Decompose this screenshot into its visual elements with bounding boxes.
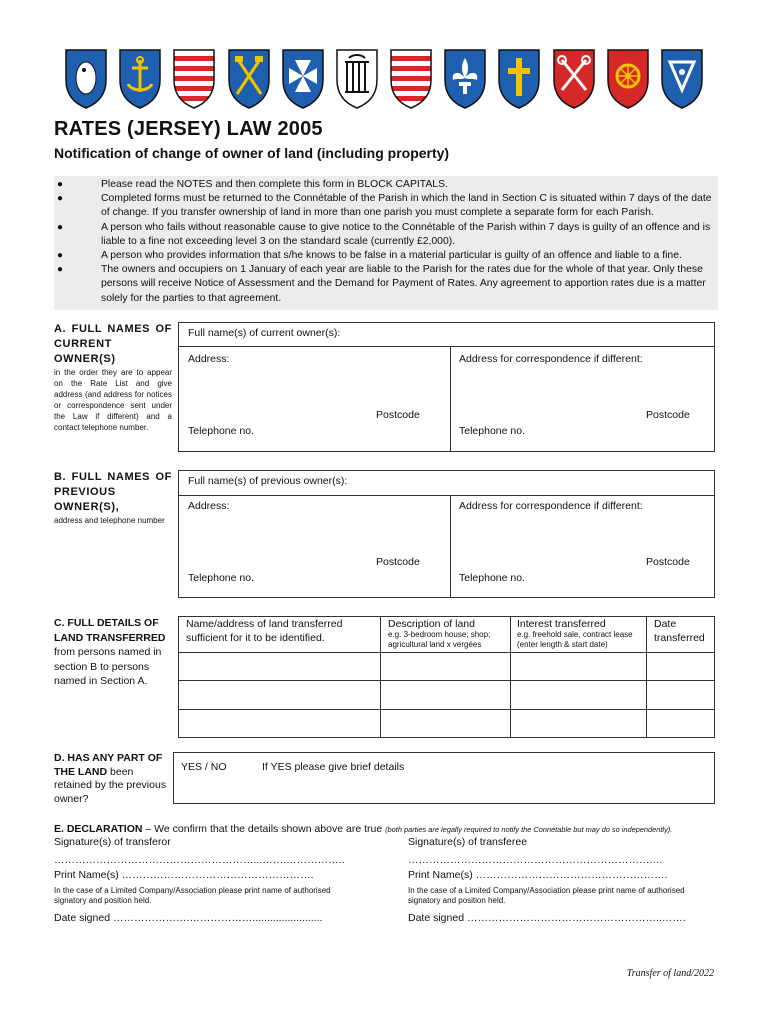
previous-owner-names-field[interactable]: Full name(s) of previous owner(s): bbox=[188, 475, 348, 487]
previous-owner-corr-telephone-field[interactable]: Telephone no. bbox=[459, 572, 525, 584]
transferor-signature-label: Signature(s) of transferor bbox=[54, 836, 171, 848]
column-header-interest: Interest transferred e.g. freehold sale, contract lease (enter length & start date) bbox=[517, 618, 645, 650]
column-header-land: Name/address of land transferred sufficient for it to be identified. bbox=[186, 618, 343, 644]
list-item: ● Please read the NOTES and then complete this form in BLOCK CAPITALS. bbox=[54, 178, 718, 192]
grille-crest-icon bbox=[335, 48, 379, 110]
transferor-company-note: In the case of a Limited Company/Association please print name of authorised signatory and position held. bbox=[54, 886, 331, 905]
section-b-label: B. FULL NAMES OF PREVIOUS OWNER(S), bbox=[54, 471, 172, 513]
section-d-label-block bbox=[54, 752, 172, 806]
section-c-label-block bbox=[54, 616, 172, 689]
current-owner-corr-postcode-field[interactable]: Postcode bbox=[646, 409, 690, 421]
current-owner-names-field[interactable]: Full name(s) of current owner(s): bbox=[188, 327, 341, 339]
fish-crest-icon bbox=[64, 48, 108, 110]
list-item: ● The owners and occupiers on 1 January of each year are liable to the Parish for the rates due for the whole of that year. Only these persons will receive Notice of Assessment and the Demand for Payment of Rates. Any agreement to apportion rates due is a matter solely for the parties to that agreement. bbox=[57, 264, 706, 304]
declaration-line bbox=[54, 823, 672, 835]
column-header-description: Description of land e.g. 3-bedroom house; shop; agricultural land x vergées bbox=[388, 618, 508, 650]
bullet-icon: ● bbox=[57, 221, 64, 233]
transferor-date-field[interactable]: Date signed ………………….………………........................ bbox=[54, 912, 323, 924]
column-header-date: Date transferred bbox=[654, 618, 705, 644]
declaration-label: E. DECLARATION bbox=[54, 823, 143, 835]
fleur-de-lis-crest-icon bbox=[443, 48, 487, 110]
transferee-company-note: In the case of a Limited Company/Association please print name of authorised signatory and position held. bbox=[408, 886, 685, 905]
previous-owner-address-field[interactable]: Address: bbox=[188, 500, 230, 512]
section-d-label-rest: been retained by the previous owner? bbox=[54, 765, 167, 805]
axes-crest-icon bbox=[227, 48, 271, 110]
anchor-crest-icon bbox=[118, 48, 162, 110]
current-owner-address-field[interactable]: Address: bbox=[188, 353, 230, 365]
bullet-icon: ● bbox=[57, 193, 64, 205]
table-row[interactable] bbox=[179, 710, 714, 737]
section-c-note: from persons named in section B to persons named in Section A. bbox=[54, 646, 162, 687]
previous-owner-postcode-field[interactable]: Postcode bbox=[376, 556, 420, 568]
maltese-cross-crest-icon bbox=[281, 48, 325, 110]
triangle-crest-icon bbox=[660, 48, 704, 110]
footer-reference: Transfer of land/2022 bbox=[626, 968, 714, 979]
section-b-box bbox=[178, 470, 715, 598]
current-owner-telephone-field[interactable]: Telephone no. bbox=[188, 425, 254, 437]
transferee-print-name-field[interactable]: Print Name(s) ………………………………………………. bbox=[408, 869, 668, 881]
bullet-icon: ● bbox=[57, 264, 64, 276]
parish-crests bbox=[64, 48, 704, 110]
declaration-note: (both parties are legally required to notify the Connétable but may do so independently). bbox=[385, 825, 673, 834]
section-d-box bbox=[173, 752, 715, 804]
interest-note: e.g. freehold sale, contract lease (enter length & start date) bbox=[517, 630, 633, 649]
transferee-date-field[interactable]: Date signed ………………………………………………..……. bbox=[408, 912, 686, 924]
list-item: ● A person who provides information that s/he knows to be false in a material particular is guilty of an offence and liable to a fine. bbox=[54, 249, 718, 263]
stripes-crest-icon bbox=[172, 48, 216, 110]
current-owner-corr-telephone-field[interactable]: Telephone no. bbox=[459, 425, 525, 437]
previous-owner-corr-postcode-field[interactable]: Postcode bbox=[646, 556, 690, 568]
section-a-box bbox=[178, 322, 715, 452]
section-a-note: in the order they are to appear on the Rate List and give address (and address for notices or correspondence sent under the Law if different) and a contact telephone number. bbox=[54, 368, 172, 432]
section-c-label: C. FULL DETAILS OF LAND TRANSFERRED bbox=[54, 617, 166, 644]
transferee-signature-label: Signature(s) of transferee bbox=[408, 836, 528, 848]
wheel-crest-icon bbox=[606, 48, 650, 110]
previous-owner-telephone-field[interactable]: Telephone no. bbox=[188, 572, 254, 584]
section-a-label: A. FULL NAMES OF CURRENT OWNER(S) bbox=[54, 323, 172, 365]
previous-owner-corr-address-field[interactable]: Address for correspondence if different: bbox=[459, 500, 643, 512]
section-b-label-block bbox=[54, 470, 172, 526]
list-item: ● A person who fails without reasonable cause to give notice to the Connétable of the Parish within 7 days is guilty of an offence and is liable to a fine not exceeding level 3 on the standard scale (currently £2,000). bbox=[57, 221, 711, 247]
transferee-signature-field[interactable]: …………………………………………………………….… bbox=[408, 854, 663, 866]
bullet-icon: ● bbox=[57, 250, 64, 262]
page-subtitle: Notification of change of owner of land (including property) bbox=[54, 145, 450, 161]
current-owner-postcode-field[interactable]: Postcode bbox=[376, 409, 420, 421]
section-d-label: D. HAS ANY PART OF THE LAND bbox=[54, 752, 163, 778]
section-b-note: address and telephone number bbox=[54, 516, 165, 525]
description-note: e.g. 3-bedroom house; shop; agricultural land x vergées bbox=[388, 630, 491, 649]
current-owner-corr-address-field[interactable]: Address for correspondence if different: bbox=[459, 353, 643, 365]
stripes-crest-icon bbox=[389, 48, 433, 110]
yes-no-field[interactable]: YES / NO bbox=[181, 761, 227, 773]
notes-list bbox=[54, 176, 718, 310]
keys-crest-icon bbox=[552, 48, 596, 110]
transferor-signature-field[interactable]: …………………………………………………...…….…………….. bbox=[54, 854, 345, 866]
list-item: ● Completed forms must be returned to the Connétable of the Parish in which the land in Section C is situated within 7 days of the date of change. If you transfer ownership of land in more than one parish you must complete a separate form for each Parish. bbox=[57, 193, 712, 219]
table-row[interactable] bbox=[179, 653, 714, 680]
section-a-label-block bbox=[54, 322, 172, 433]
transferor-print-name-field[interactable]: Print Name(s) ………………………………………………. bbox=[54, 869, 314, 881]
brief-details-field[interactable]: If YES please give brief details bbox=[262, 761, 405, 773]
declaration-text: – We confirm that the details shown above are true bbox=[142, 823, 383, 835]
bullet-icon: ● bbox=[57, 179, 64, 190]
cross-crest-icon bbox=[497, 48, 541, 110]
page-title: RATES (JERSEY) LAW 2005 bbox=[54, 118, 323, 140]
table-row[interactable] bbox=[179, 681, 714, 709]
